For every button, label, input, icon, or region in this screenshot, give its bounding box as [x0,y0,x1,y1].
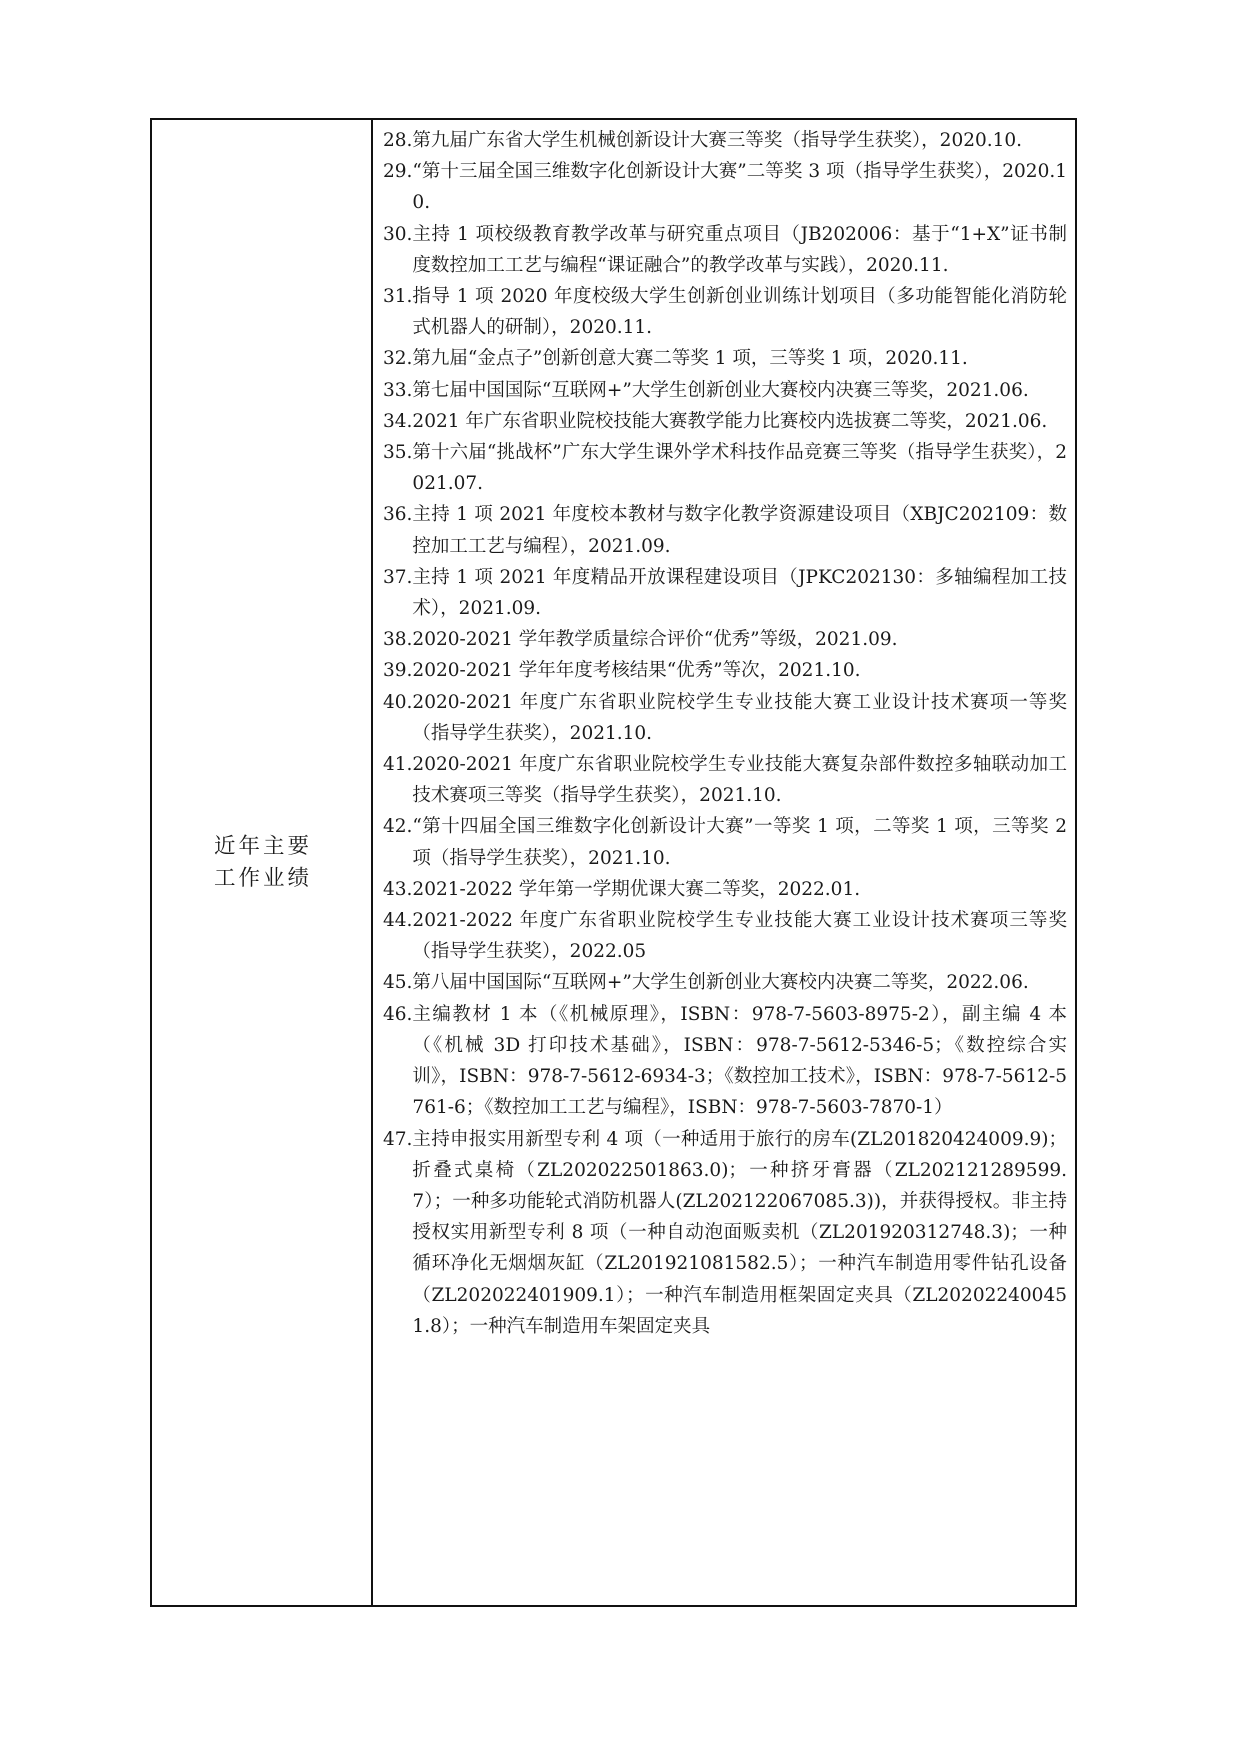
achievement-item [383,406,1067,437]
item-text: 第七届中国国际“互联网+”大学生创新创业大赛校内决赛三等奖，2021.06. [412,379,1029,401]
item-text: 第九届广东省大学生机械创新设计大赛三等奖（指导学生获奖），2020.10. [412,130,1023,151]
achievement-item [383,967,1067,998]
item-text: 2020-2021 年度广东省职业院校学生专业技能大赛复杂部件数控多轴联动加工技术赛项三等奖（指导学生获奖），2021.10. [412,754,1067,807]
item-number: 32. [383,348,413,370]
item-number: 38. [383,629,413,651]
item-number: 29. [383,161,413,183]
achievement-item [383,655,1067,686]
item-text: 主持申报实用新型专利 4 项（一种适用于旅行的房车(ZL201820424009.9)；折叠式桌椅（ZL202022501863.0)；一种挤牙膏器（ZL202121289599.7）；一种多功能轮式消防机器人(ZL202122067085.3))，并获得授权。非主持授权实用新型专利 8 项（一种自动泡面贩卖机（ZL201920312748.3)；一种循环净化无烟烟灰缸（ZL201921081582.5）；一种汽车制造用零件钻孔设备（ZL202022401909.1）；一种汽车制造用框架固定夹具（ZL202022400451.8）；一种汽车制造用车架固定夹具 [412,1128,1067,1337]
item-number: 41. [383,754,413,776]
item-number: 43. [383,878,413,900]
item-number: 44. [383,910,413,932]
item-number: 35. [383,442,413,464]
achievement-item [383,749,1067,811]
achievement-item [383,499,1067,561]
item-text: 2021-2022 学年第一学期优课大赛二等奖，2022.01. [412,878,861,900]
item-text: 2020-2021 学年教学质量综合评价“优秀”等级，2021.09. [412,629,898,651]
achievements-content-cell [373,120,1075,1605]
item-number: 47. [383,1128,413,1150]
achievement-item [383,562,1067,624]
item-text: “第十三届全国三维数字化创新设计大赛”二等奖 3 项（指导学生获奖），2020.10. [412,161,1067,214]
achievement-item [383,375,1067,406]
item-number: 46. [383,1003,413,1025]
achievement-item [383,874,1067,905]
achievement-item [383,624,1067,655]
item-text: 第十六届“挑战杯”广东大学生课外学术科技作品竞赛三等奖（指导学生获奖），2021.07. [412,442,1067,495]
achievement-item [383,905,1067,967]
achievement-item [383,811,1067,873]
achievement-item [383,437,1067,499]
item-number: 33. [383,379,413,401]
section-label-line-2: 工作业绩 [213,865,312,891]
item-number: 42. [383,816,413,838]
item-number: 39. [383,660,413,682]
item-text: 指导 1 项 2020 年度校级大学生创新创业训练计划项目（多功能智能化消防轮式机器人的研制），2020.11. [412,286,1067,339]
achievement-item [383,343,1067,374]
item-number: 34. [383,410,413,432]
item-number: 31. [383,286,413,308]
item-text: 第九届“金点子”创新创意大赛二等奖 1 项，三等奖 1 项，2020.11. [412,348,968,370]
item-number: 36. [383,504,413,526]
item-text: 2021 年广东省职业院校技能大赛教学能力比赛校内选拔赛二等奖，2021.06. [412,410,1048,432]
achievement-item [383,1124,1067,1342]
achievement-item [383,219,1067,281]
achievement-item [383,687,1067,749]
item-text: 主持 1 项 2021 年度精品开放课程建设项目（JPKC202130：多轴编程加工技术），2021.09. [412,566,1067,620]
item-number: 40. [383,691,413,713]
item-number: 37. [383,566,413,588]
item-number: 28. [383,130,413,151]
item-text: 主持 1 项校级教育教学改革与研究重点项目（JB202006：基于“1+X”证书制度数控加工工艺与编程“课证融合”的教学改革与实践），2020.11. [412,223,1067,276]
section-label-cell [152,120,373,1605]
item-text: 2021-2022 年度广东省职业院校学生专业技能大赛工业设计技术赛项三等奖（指导学生获奖），2022.05 [412,910,1067,963]
item-number: 30. [383,223,413,245]
achievement-item [383,156,1067,218]
achievement-item [383,999,1067,1124]
section-label-line-1: 近年主要 [213,833,312,859]
item-text: 第八届中国国际“互联网+”大学生创新创业大赛校内决赛二等奖，2022.06. [412,972,1029,994]
achievement-item [383,281,1067,343]
item-number: 45. [383,972,413,994]
section-label [211,831,312,895]
achievement-list [383,125,1067,1342]
item-text: 2020-2021 年度广东省职业院校学生专业技能大赛工业设计技术赛项一等奖（指导学生获奖），2021.10. [412,691,1067,744]
item-text: 主持 1 项 2021 年度校本教材与数字化教学资源建设项目（XBJC202109：数控加工工艺与编程），2021.09. [412,504,1067,557]
item-text: “第十四届全国三维数字化创新设计大赛”一等奖 1 项，二等奖 1 项，三等奖 2 项（指导学生获奖），2021.10. [412,816,1067,869]
achievement-item [383,125,1067,156]
item-text: 主编教材 1 本（《机械原理》，ISBN：978-7-5603-8975-2），副主编 4 本（《机械 3D 打印技术基础》，ISBN：978-7-5612-5346-5；《数控综合实训》，ISBN：978-7-5612-6934-3；《数控加工技术》，ISBN：978-7-5612-5761-6；《数控加工工艺与编程》，ISBN：978-7-5603-7870-1） [412,1003,1067,1119]
achievements-table [150,118,1077,1607]
item-text: 2020-2021 学年年度考核结果“优秀”等次，2021.10. [412,660,861,682]
